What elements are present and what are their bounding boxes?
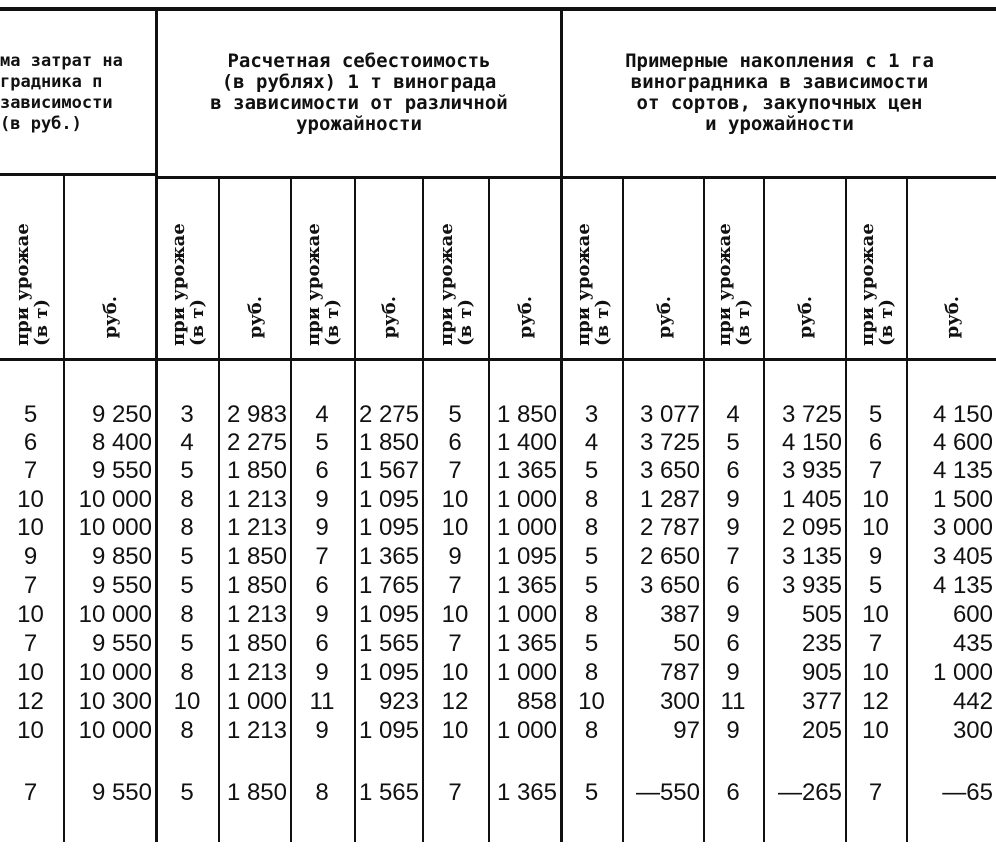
rub-header: руб. — [100, 296, 121, 339]
rub-cell: 1 213 — [226, 486, 287, 513]
yield-cell: 11 — [720, 688, 746, 715]
rub-cell: 1 365 — [496, 779, 557, 806]
rub-cell: 1 095 — [358, 659, 419, 686]
rub-cell: 10 000 — [78, 659, 152, 686]
yield-cell: 6 — [726, 572, 740, 599]
yield-cell: 5 — [726, 429, 740, 456]
rub-cell: 1 850 — [226, 572, 287, 599]
rub-header: руб. — [942, 296, 963, 339]
yield-header-line: при урожае — [303, 223, 324, 346]
rub-cell: 1 850 — [226, 457, 287, 484]
rub-header: руб. — [795, 296, 816, 339]
yield-header-unit: (в т) — [455, 299, 476, 346]
group-header-line: виноградника в зависимости — [630, 71, 929, 93]
yield-cell: 10 — [441, 486, 469, 513]
yield-cell: 5 — [23, 401, 38, 428]
yield-cell: 8 — [584, 717, 599, 744]
yield-cell: 12 — [862, 688, 889, 715]
rub-cell: 9 250 — [91, 401, 152, 428]
col-divider — [845, 179, 847, 842]
group-header-line: градника п — [0, 72, 103, 92]
rub-cell: 923 — [378, 688, 419, 715]
yield-cell: 7 — [448, 572, 462, 599]
yield-cell: 3 — [180, 401, 194, 428]
group-header-cost-price — [158, 51, 560, 135]
rub-cell: 1 405 — [781, 486, 842, 513]
rub-cell: 787 — [659, 659, 700, 686]
yield-cell: 4 — [180, 429, 194, 456]
rub-cell: 2 787 — [639, 514, 700, 541]
yield-cell: 8 — [180, 659, 194, 686]
yield-header — [858, 196, 896, 346]
rub-cell: 3 650 — [639, 457, 700, 484]
rub-cell: 10 000 — [78, 486, 152, 513]
yield-cell: 5 — [584, 779, 599, 806]
rub-cell: 4 150 — [781, 429, 842, 456]
col-divider — [354, 179, 356, 842]
yield-header-unit: (в т) — [591, 299, 613, 346]
yield-cell: 9 — [726, 659, 740, 686]
yield-header — [169, 196, 207, 346]
yield-cell: 5 — [584, 572, 599, 599]
yield-cell: 10 — [862, 601, 889, 628]
rub-cell: —550 — [635, 779, 700, 806]
rub-cell: 905 — [801, 659, 842, 686]
yield-header — [13, 196, 51, 346]
rub-cell: 1 400 — [496, 429, 557, 456]
yield-cell: 8 — [180, 486, 194, 513]
yield-cell: 10 — [17, 514, 44, 541]
rub-cell: 8 400 — [91, 429, 152, 456]
col-divider — [763, 179, 765, 842]
yield-cell: 9 — [23, 543, 38, 570]
yield-cell: 7 — [23, 779, 38, 806]
yield-cell: 7 — [23, 630, 38, 657]
rub-cell: 1 500 — [932, 486, 993, 513]
yield-cell: 10 — [17, 601, 44, 628]
rub-cell: 1 213 — [226, 659, 287, 686]
col-divider — [290, 179, 292, 842]
group-header-line: и урожайности — [705, 113, 854, 135]
yield-cell: 9 — [868, 543, 883, 570]
rub-cell: 1 000 — [932, 659, 993, 686]
yield-header-unit: (в т) — [322, 299, 343, 346]
yield-cell: 9 — [315, 717, 329, 744]
rub-cell: 9 550 — [91, 572, 152, 599]
group-header-line: зависимости — [0, 93, 113, 113]
rub-cell: 1 000 — [496, 659, 557, 686]
yield-cell: 6 — [315, 630, 329, 657]
yield-cell: 3 — [584, 401, 599, 428]
rub-cell: 1 565 — [358, 630, 419, 657]
yield-header-unit: (в т) — [30, 299, 52, 346]
yield-cell: 9 — [448, 543, 462, 570]
yield-cell: 10 — [441, 717, 469, 744]
yield-cell: 8 — [584, 601, 599, 628]
yield-cell: 10 — [173, 688, 201, 715]
rub-cell: 1 365 — [358, 543, 419, 570]
rub-cell: 442 — [952, 688, 993, 715]
col-divider — [63, 176, 65, 842]
rub-cell: 4 135 — [932, 457, 993, 484]
group-header-accumulation — [563, 51, 996, 135]
yield-cell: 10 — [17, 659, 44, 686]
yield-cell: 7 — [868, 457, 883, 484]
yield-cell: 5 — [180, 457, 194, 484]
yield-cell: 7 — [315, 543, 329, 570]
rub-cell: 1 567 — [358, 457, 419, 484]
yield-cell: 10 — [862, 717, 889, 744]
rub-cell: 10 300 — [78, 688, 152, 715]
yield-cell: 8 — [315, 779, 329, 806]
rub-cell: 205 — [801, 717, 842, 744]
rub-cell: 3 650 — [639, 572, 700, 599]
rub-cell: 3 405 — [932, 543, 993, 570]
subheader-rule-left — [0, 173, 155, 176]
yield-cell: 9 — [726, 486, 740, 513]
yield-header-unit: (в т) — [875, 299, 897, 346]
yield-cell: 10 — [862, 486, 889, 513]
yield-cell: 5 — [180, 572, 194, 599]
rub-cell: 4 135 — [932, 572, 993, 599]
rub-cell: 1 000 — [496, 717, 557, 744]
group-header-line: урожайности — [296, 113, 422, 135]
col-divider — [488, 179, 490, 842]
yield-header — [437, 196, 475, 346]
rub-cell: 377 — [801, 688, 842, 715]
rub-cell: 2 275 — [226, 429, 287, 456]
rub-cell: 9 550 — [91, 457, 152, 484]
yield-cell: 12 — [441, 688, 469, 715]
yield-header-line: при урожае — [856, 223, 878, 346]
rub-cell: 1 287 — [639, 486, 700, 513]
group-header-line: Примерные накопления с 1 га — [625, 50, 934, 72]
rub-header: руб. — [653, 296, 675, 339]
rub-cell: 9 550 — [91, 630, 152, 657]
rub-cell: 1 565 — [358, 779, 419, 806]
yield-cell: 8 — [180, 717, 194, 744]
rub-cell: 1 850 — [226, 543, 287, 570]
yield-cell: 12 — [17, 688, 44, 715]
yield-cell: 6 — [726, 630, 740, 657]
yield-cell: 8 — [180, 514, 194, 541]
yield-header-line: при урожае — [572, 223, 594, 346]
yield-header — [574, 196, 612, 346]
rub-cell: 300 — [659, 688, 700, 715]
rub-cell: 3 000 — [932, 514, 993, 541]
rub-cell: 1 365 — [496, 572, 557, 599]
yield-cell: 5 — [584, 630, 599, 657]
yield-cell: 6 — [726, 779, 740, 806]
rub-cell: 1 850 — [226, 779, 287, 806]
rub-cell: 4 150 — [932, 401, 993, 428]
yield-cell: 6 — [448, 429, 462, 456]
rub-cell: 50 — [673, 630, 700, 657]
group-header-line: Расчетная себестоимость — [227, 50, 491, 72]
rub-cell: 1 095 — [358, 717, 419, 744]
yield-cell: 4 — [315, 401, 329, 428]
group-header-line: в зависимости от различной — [210, 92, 508, 114]
yield-cell: 5 — [180, 779, 194, 806]
rub-cell: 9 550 — [91, 779, 152, 806]
rub-header: руб. — [515, 296, 536, 339]
yield-cell: 6 — [23, 429, 38, 456]
rub-cell: —65 — [942, 779, 993, 806]
rub-cell: 10 000 — [78, 601, 152, 628]
rub-cell: 600 — [952, 601, 993, 628]
rub-cell: 505 — [801, 601, 842, 628]
yield-header-line: при урожае — [714, 223, 735, 346]
yield-cell: 5 — [584, 457, 599, 484]
rub-cell: 1 850 — [496, 401, 557, 428]
yield-cell: 8 — [584, 514, 599, 541]
rub-cell: 2 275 — [358, 401, 419, 428]
yield-cell: 8 — [584, 659, 599, 686]
rub-cell: 1 000 — [496, 514, 557, 541]
yield-cell: 7 — [726, 543, 740, 570]
group-header-line: (в рублях) 1 т винограда — [221, 71, 497, 93]
yield-header-line: при урожае — [11, 223, 33, 346]
yield-cell: 10 — [862, 514, 889, 541]
rub-cell: 3 135 — [781, 543, 842, 570]
group-header-line: от сортов, закупочных цен — [636, 92, 923, 114]
yield-cell: 5 — [180, 630, 194, 657]
rub-cell: 1 000 — [496, 601, 557, 628]
yield-cell: 7 — [448, 630, 462, 657]
yield-cell: 10 — [441, 514, 469, 541]
rub-cell: 1 095 — [358, 514, 419, 541]
yield-cell: 5 — [448, 401, 462, 428]
yield-cell: 8 — [180, 601, 194, 628]
rub-cell: 1 850 — [226, 630, 287, 657]
rub-cell: 1 000 — [226, 688, 287, 715]
yield-cell: 7 — [868, 630, 883, 657]
rub-header: руб. — [379, 296, 400, 339]
col-divider — [906, 179, 908, 842]
yield-header-line: при урожае — [168, 223, 189, 346]
yield-cell: 4 — [584, 429, 599, 456]
rub-cell: 97 — [673, 717, 700, 744]
col-divider — [703, 179, 705, 842]
yield-cell: 7 — [448, 779, 462, 806]
rub-cell: 300 — [952, 717, 993, 744]
yield-cell: 5 — [584, 543, 599, 570]
rub-cell: 1 213 — [226, 601, 287, 628]
yield-cell: 9 — [315, 659, 329, 686]
rub-cell: 3 077 — [639, 401, 700, 428]
rub-cell: 2 983 — [226, 401, 287, 428]
subheader-rule-right — [563, 176, 996, 179]
yield-cell: 6 — [868, 429, 883, 456]
yield-cell: 7 — [448, 457, 462, 484]
rub-cell: 1 213 — [226, 514, 287, 541]
rub-cell: 2 095 — [781, 514, 842, 541]
yield-cell: 7 — [23, 572, 38, 599]
rub-cell: 1 765 — [358, 572, 419, 599]
yield-header — [715, 196, 753, 346]
rub-cell: 1 365 — [496, 457, 557, 484]
yield-cell: 11 — [309, 688, 335, 715]
yield-cell: 6 — [726, 457, 740, 484]
yield-cell: 5 — [315, 429, 329, 456]
yield-cell: 9 — [315, 514, 329, 541]
rub-cell: 387 — [659, 601, 700, 628]
rub-cell: 435 — [952, 630, 993, 657]
yield-cell: 9 — [315, 486, 329, 513]
yield-header-line: при урожае — [436, 223, 457, 346]
yield-cell: 10 — [441, 659, 469, 686]
rub-cell: 3 725 — [639, 429, 700, 456]
yield-cell: 6 — [315, 457, 329, 484]
yield-cell: 6 — [315, 572, 329, 599]
yield-header — [304, 196, 342, 346]
col-divider — [422, 179, 424, 842]
yield-cell: 4 — [726, 401, 740, 428]
group-header-costs — [0, 51, 155, 135]
rub-cell: 1 365 — [496, 630, 557, 657]
yield-cell: 10 — [17, 717, 44, 744]
rub-cell: 1 095 — [358, 601, 419, 628]
rub-cell: 9 850 — [91, 543, 152, 570]
rub-cell: 3 935 — [781, 457, 842, 484]
rub-cell: 235 — [801, 630, 842, 657]
yield-cell: 7 — [868, 779, 883, 806]
yield-cell: 10 — [441, 601, 469, 628]
yield-cell: 10 — [17, 486, 44, 513]
group-header-line: ма затрат на — [0, 51, 123, 71]
rub-cell: 10 000 — [78, 514, 152, 541]
col-divider — [622, 179, 624, 842]
yield-cell: 10 — [578, 688, 605, 715]
rub-cell: 4 600 — [932, 429, 993, 456]
yield-cell: 5 — [868, 401, 883, 428]
rub-header: руб. — [245, 296, 266, 339]
rub-cell: 858 — [516, 688, 557, 715]
rub-cell: 3 725 — [781, 401, 842, 428]
group-header-line: (в руб.) — [0, 114, 82, 134]
yield-cell: 5 — [868, 572, 883, 599]
rub-cell: 3 935 — [781, 572, 842, 599]
rub-cell: 1 850 — [358, 429, 419, 456]
yield-cell: 9 — [726, 601, 740, 628]
yield-cell: 9 — [315, 601, 329, 628]
yield-cell: 5 — [180, 543, 194, 570]
yield-cell: 8 — [584, 486, 599, 513]
yield-cell: 7 — [23, 457, 38, 484]
col-divider — [218, 179, 220, 842]
yield-header-unit: (в т) — [187, 299, 208, 346]
yield-header-unit: (в т) — [733, 299, 754, 346]
yield-cell: 9 — [726, 717, 740, 744]
yield-cell: 9 — [726, 514, 740, 541]
rub-cell: 10 000 — [78, 717, 152, 744]
rub-cell: 1 213 — [226, 717, 287, 744]
rub-cell: 1 000 — [496, 486, 557, 513]
rub-cell: 1 095 — [358, 486, 419, 513]
rub-cell: 2 650 — [639, 543, 700, 570]
yield-cell: 10 — [862, 659, 889, 686]
rub-cell: 1 095 — [496, 543, 557, 570]
rub-cell: —265 — [777, 779, 842, 806]
top-rule — [0, 7, 996, 11]
